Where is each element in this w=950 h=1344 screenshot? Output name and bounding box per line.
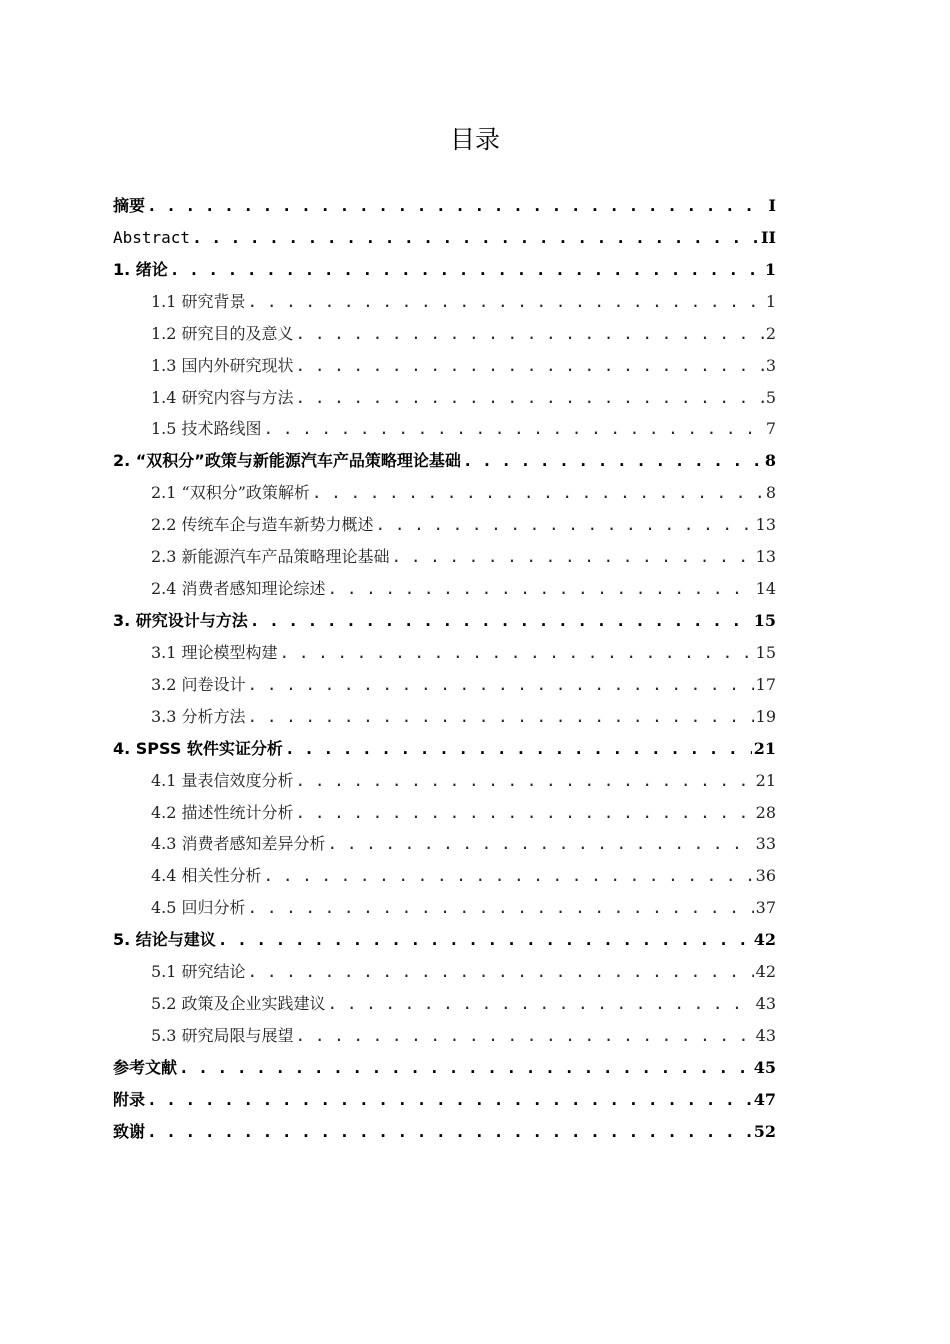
toc-entry-page: 42 (755, 962, 776, 982)
toc-entry-label: 1.5 技术路线图 (151, 419, 262, 439)
toc-entry-label: 1.3 国内外研究现状 (151, 355, 294, 375)
toc-entry-label: 4.5 回归分析 (151, 898, 246, 918)
toc-dot-leader (285, 733, 752, 765)
toc-entry-page: 5 (765, 387, 776, 407)
toc-entry-section-1-3[interactable] (113, 350, 776, 382)
toc-entry-page: 15 (753, 610, 776, 630)
toc-entry-section-1-1[interactable] (113, 286, 776, 318)
toc-entry-page: 13 (755, 547, 776, 567)
toc-entry-page: 8 (764, 451, 776, 471)
toc-entry-section-1-4[interactable] (113, 382, 776, 414)
toc-entry-page: 13 (755, 515, 776, 535)
toc-entry-label: 2.4 消费者感知理论综述 (151, 579, 326, 599)
toc-entry-section-4-3[interactable] (113, 828, 776, 860)
toc-entry-chapter-2[interactable] (113, 445, 776, 477)
toc-entry-label: 3. 研究设计与方法 (113, 610, 248, 630)
toc-entry-page: 1 (765, 291, 776, 311)
toc-dot-leader (248, 701, 754, 733)
toc-entry-chapter-3[interactable] (113, 605, 776, 637)
toc-entry-label: 2.3 新能源汽车产品策略理论基础 (151, 547, 390, 567)
toc-entry-abstract-en[interactable] (113, 222, 776, 254)
toc-entry-label: 4.3 消费者感知差异分析 (151, 834, 326, 854)
toc-entry-page: 8 (765, 483, 776, 503)
toc-entry-section-5-1[interactable] (113, 956, 776, 988)
toc-entry-appendix[interactable] (113, 1084, 776, 1116)
toc-entry-section-4-1[interactable] (113, 765, 776, 797)
toc-entry-label: 参考文献 (113, 1057, 178, 1077)
toc-dot-leader (328, 573, 754, 605)
toc-entry-page: 1 (764, 259, 776, 279)
toc-entry-section-2-3[interactable] (113, 541, 776, 573)
toc-entry-label: 4.4 相关性分析 (151, 866, 262, 886)
toc-entry-section-4-2[interactable] (113, 797, 776, 829)
toc-entry-section-1-2[interactable] (113, 318, 776, 350)
toc-entry-page: 37 (755, 898, 776, 918)
toc-entry-label: 5.1 研究结论 (151, 962, 246, 982)
toc-dot-leader (170, 254, 763, 286)
toc-entry-page: 21 (755, 770, 776, 790)
toc-entry-page: 43 (755, 1025, 776, 1045)
toc-entry-page: 19 (755, 706, 776, 726)
toc-entry-label: 3.3 分析方法 (151, 706, 246, 726)
toc-dot-leader (280, 637, 754, 669)
toc-entry-label: 2. “双积分”政策与新能源汽车产品策略理论基础 (113, 451, 461, 471)
toc-dot-leader (312, 477, 764, 509)
toc-entry-page: 15 (755, 642, 776, 662)
toc-entry-page: 42 (753, 930, 776, 950)
toc-dot-leader (248, 669, 754, 701)
toc-dot-leader (296, 350, 764, 382)
toc-dot-leader (328, 828, 754, 860)
toc-dot-leader (296, 797, 754, 829)
toc-entry-label: 2.1 “双积分”政策解析 (151, 483, 310, 503)
toc-entry-page: 47 (753, 1089, 776, 1109)
toc-entry-label: 致谢 (113, 1121, 146, 1141)
toc-dot-leader (376, 509, 754, 541)
toc-entry-page: 17 (755, 674, 776, 694)
toc-dot-leader (248, 892, 754, 924)
toc-entry-page: 2 (765, 323, 776, 343)
toc-entry-section-3-3[interactable] (113, 701, 776, 733)
toc-dot-leader (392, 541, 754, 573)
toc-entry-page: 21 (753, 738, 776, 758)
toc-entry-label: 2.2 传统车企与造车新势力概述 (151, 515, 374, 535)
toc-entry-page: 3 (765, 355, 776, 375)
toc-entry-label: 4.1 量表信效度分析 (151, 770, 294, 790)
toc-entry-page: 14 (755, 579, 776, 599)
toc-dot-leader (218, 924, 752, 956)
toc-entry-section-5-2[interactable] (113, 988, 776, 1020)
toc-dot-leader (328, 988, 754, 1020)
page-title: 目录 (449, 125, 500, 154)
toc-dot-leader (248, 956, 754, 988)
toc-entry-label: Abstract (113, 227, 191, 247)
toc-entry-page: 28 (755, 802, 776, 822)
toc-entry-abstract-cn[interactable] (113, 190, 776, 222)
toc-entry-page: I (768, 196, 776, 215)
toc-dot-leader (296, 318, 764, 350)
toc-entry-page: 52 (753, 1121, 776, 1141)
toc-entry-label: 5.3 研究局限与展望 (151, 1025, 294, 1045)
toc-dot-leader (179, 1052, 752, 1084)
toc-entry-section-2-1[interactable] (113, 477, 776, 509)
toc-entry-section-3-2[interactable] (113, 669, 776, 701)
toc-entry-label: 1.4 研究内容与方法 (151, 387, 294, 407)
toc-entry-section-1-5[interactable] (113, 413, 776, 445)
toc-entry-section-5-3[interactable] (113, 1020, 776, 1052)
toc-entry-page: 7 (765, 419, 776, 439)
toc-dot-leader (250, 605, 752, 637)
toc-entry-label: 5. 结论与建议 (113, 930, 216, 950)
toc-entry-label: 1.1 研究背景 (151, 291, 246, 311)
toc-entry-label: 附录 (113, 1089, 146, 1109)
toc-entry-label: 3.2 问卷设计 (151, 674, 246, 694)
toc-entry-chapter-4[interactable] (113, 733, 776, 765)
toc-entry-section-4-4[interactable] (113, 860, 776, 892)
toc-entry-label: 1.2 研究目的及意义 (151, 323, 294, 343)
toc-dot-leader (264, 860, 754, 892)
toc-dot-leader (147, 1084, 752, 1116)
toc-entry-label: 1. 绪论 (113, 259, 168, 279)
toc-dot-leader (296, 382, 764, 414)
toc-entry-page: 36 (755, 866, 776, 886)
toc-entry-label: 4. SPSS 软件实证分析 (113, 738, 283, 758)
toc-entry-label: 3.1 理论模型构建 (151, 642, 278, 662)
toc-dot-leader (463, 445, 763, 477)
table-of-contents (113, 190, 776, 1148)
toc-entry-chapter-1[interactable] (113, 254, 776, 286)
toc-dot-leader (192, 222, 759, 254)
toc-entry-page: II (761, 227, 776, 247)
toc-entry-acknowledgements[interactable] (113, 1116, 776, 1148)
toc-entry-page: 45 (753, 1057, 776, 1077)
toc-dot-leader (147, 190, 767, 222)
toc-dot-leader (264, 413, 764, 445)
toc-entry-section-2-2[interactable] (113, 509, 776, 541)
toc-dot-leader (147, 1116, 752, 1148)
toc-dot-leader (296, 1020, 754, 1052)
toc-entry-chapter-5[interactable] (113, 924, 776, 956)
toc-dot-leader (248, 286, 764, 318)
toc-entry-page: 43 (755, 994, 776, 1014)
toc-entry-page: 33 (755, 834, 776, 854)
toc-entry-label: 摘要 (113, 196, 146, 215)
toc-entry-label: 4.2 描述性统计分析 (151, 802, 294, 822)
toc-entry-label: 5.2 政策及企业实践建议 (151, 994, 326, 1014)
toc-entry-section-3-1[interactable] (113, 637, 776, 669)
toc-dot-leader (296, 765, 754, 797)
toc-entry-section-2-4[interactable] (113, 573, 776, 605)
toc-entry-references[interactable] (113, 1052, 776, 1084)
toc-entry-section-4-5[interactable] (113, 892, 776, 924)
